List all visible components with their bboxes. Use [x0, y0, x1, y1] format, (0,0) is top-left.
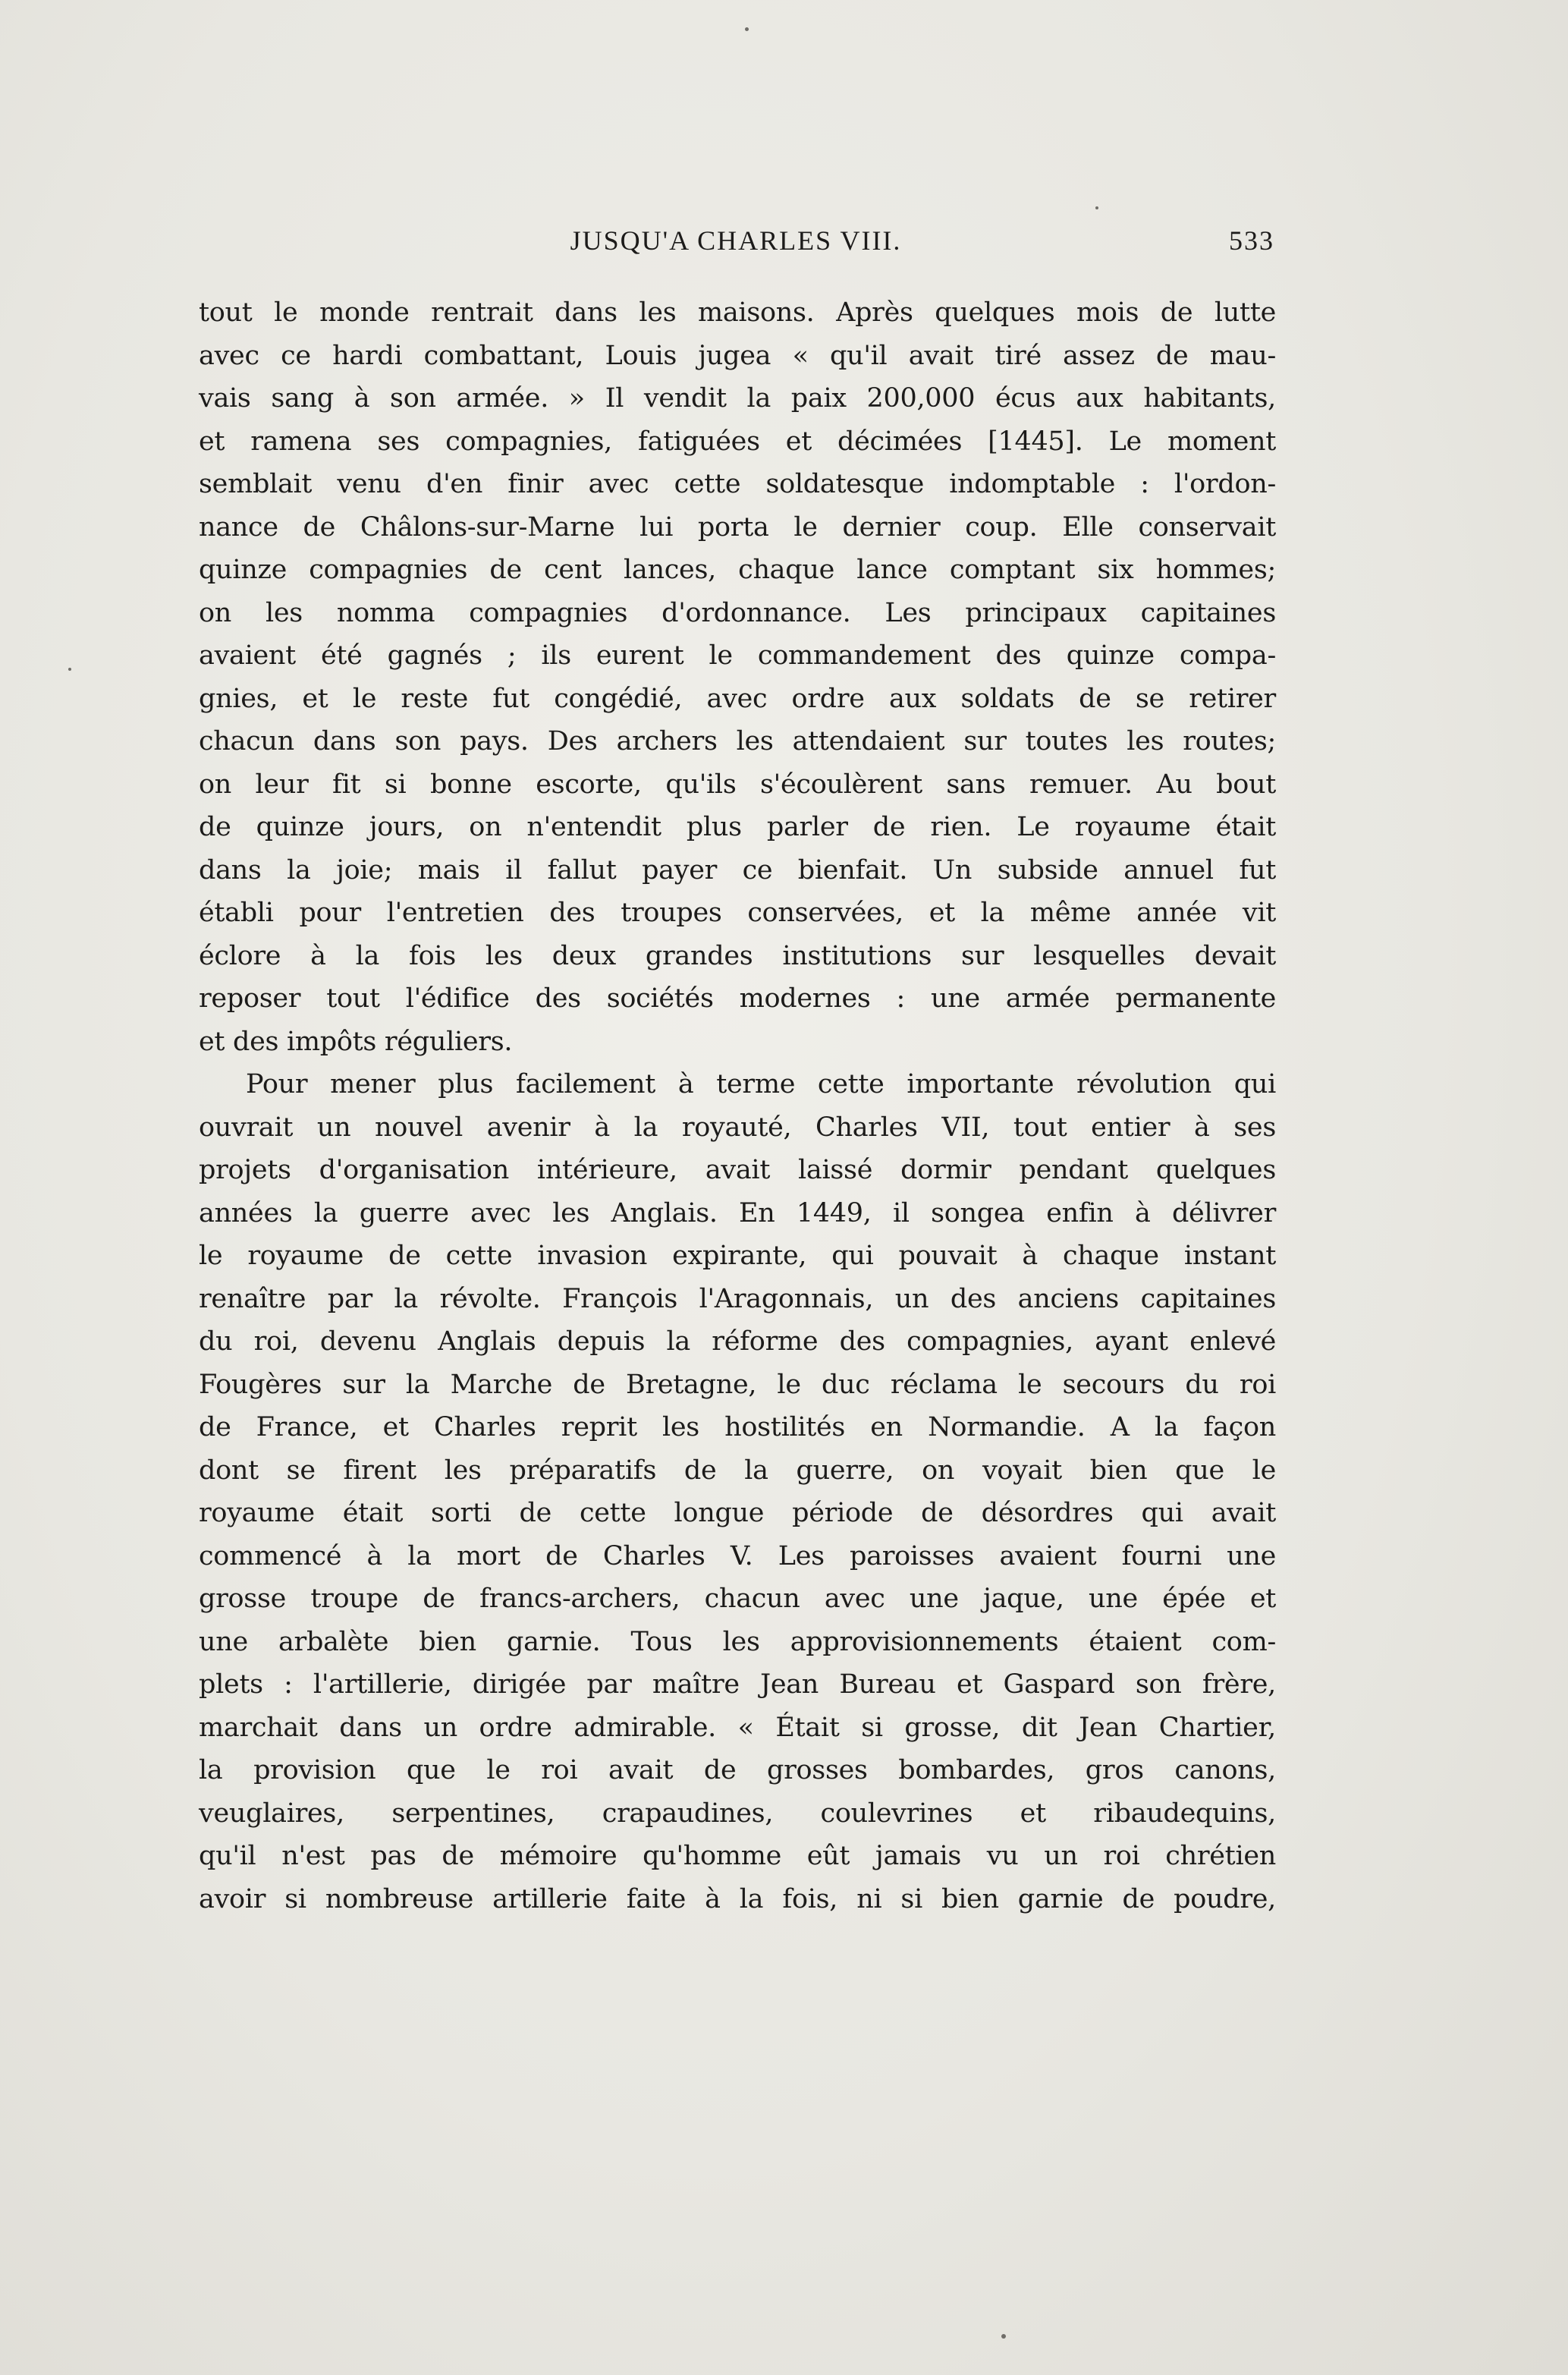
- text-line: le royaume de cette invasion expirante, qui pouvait à chaque instant: [199, 1241, 1276, 1271]
- text-line: la provision que le roi avait de grosses bombardes, gros canons,: [199, 1755, 1276, 1785]
- text-line: nance de Châlons-sur-Marne lui porta le dernier coup. Elle conservait: [199, 511, 1276, 543]
- text-line: semblait venu d'en finir avec cette soldatesque indomptable : l'ordon-: [199, 469, 1276, 499]
- text-line: plets : l'artillerie, dirigée par maître Jean Bureau et Gaspard son frère,: [199, 1669, 1276, 1700]
- body-text: [199, 291, 1276, 1920]
- text-line: grosse troupe de francs-archers, chacun avec une jaque, une épée et: [199, 1584, 1276, 1614]
- text-line: de France, et Charles reprit les hostilités en Normandie. A la façon: [199, 1412, 1276, 1442]
- text-line: quinze compagnies de cent lances, chaque lance comptant six hommes;: [199, 555, 1276, 585]
- text-line: marchait dans un ordre admirable. « Était si grosse, dit Jean Chartier,: [199, 1712, 1276, 1743]
- text-line: une arbalète bien garnie. Tous les approvisionnements étaient com-: [199, 1626, 1276, 1657]
- text-line: et ramena ses compagnies, fatiguées et décimées [1445]. Le moment: [199, 426, 1276, 457]
- running-title: JUSQU'A CHARLES VIII.: [570, 225, 902, 256]
- text-line: avec ce hardi combattant, Louis jugea « qu'il avait tiré assez de mau-: [199, 340, 1276, 371]
- paragraph-start-line: Pour mener plus facilement à terme cette importante révolution qui: [246, 1069, 1276, 1099]
- text-line: éclore à la fois les deux grandes institutions sur lesquelles devait: [199, 940, 1276, 971]
- paper-speck: [1001, 2334, 1006, 2339]
- text-line: dont se firent les préparatifs de la guerre, on voyait bien que le: [199, 1455, 1276, 1486]
- text-line: ouvrait un nouvel avenir à la royauté, Charles VII, tout entier à ses: [199, 1112, 1276, 1143]
- text-line: veuglaires, serpentines, crapaudines, coulevrines et ribaudequins,: [199, 1798, 1276, 1829]
- text-line: du roi, devenu Anglais depuis la réforme des compagnies, ayant enlevé: [199, 1326, 1276, 1357]
- text-line: renaître par la révolte. François l'Aragonnais, un des anciens capitaines: [199, 1283, 1276, 1314]
- paragraph-end-line: et des impôts réguliers.: [199, 1026, 513, 1057]
- text-line: on leur fit si bonne escorte, qu'ils s'écoulèrent sans remuer. Au bout: [199, 769, 1276, 800]
- text-line: commencé à la mort de Charles V. Les paroisses avaient fourni une: [199, 1540, 1276, 1571]
- text-line: avoir si nombreuse artillerie faite à la fois, ni si bien garnie de poudre,: [199, 1883, 1276, 1914]
- paper-speck: [745, 27, 749, 31]
- text-line: tout le monde rentrait dans les maisons. Après quelques mois de lutte: [199, 297, 1276, 328]
- text-line: qu'il n'est pas de mémoire qu'homme eût jamais vu un roi chrétien: [199, 1841, 1276, 1871]
- paper-speck: [1095, 206, 1098, 209]
- text-line: projets d'organisation intérieure, avait laissé dormir pendant quelques: [199, 1155, 1276, 1185]
- text-line: on les nomma compagnies d'ordonnance. Les principaux capitaines: [199, 597, 1276, 628]
- text-line: de quinze jours, on n'entendit plus parler de rien. Le royaume était: [199, 812, 1276, 842]
- text-line: vais sang à son armée. » Il vendit la paix 200,000 écus aux habitants,: [199, 383, 1276, 414]
- text-line: avaient été gagnés ; ils eurent le commandement des quinze compa-: [199, 640, 1276, 671]
- text-line: gnies, et le reste fut congédié, avec ordre aux soldats de se retirer: [199, 683, 1276, 714]
- page-number: 533: [1229, 225, 1274, 256]
- text-line: Fougères sur la Marche de Bretagne, le duc réclama le secours du roi: [199, 1369, 1276, 1400]
- text-line: années la guerre avec les Anglais. En 1449, il songea enfin à délivrer: [199, 1197, 1276, 1228]
- running-head: [197, 225, 1274, 270]
- paper-speck: [68, 668, 71, 671]
- text-line: établi pour l'entretien des troupes conservées, et la même année vit: [199, 898, 1276, 928]
- text-line: reposer tout l'édifice des sociétés modernes : une armée permanente: [199, 983, 1276, 1014]
- text-line: chacun dans son pays. Des archers les attendaient sur toutes les routes;: [199, 726, 1276, 757]
- text-line: dans la joie; mais il fallut payer ce bienfait. Un subside annuel fut: [199, 854, 1276, 886]
- text-line: royaume était sorti de cette longue période de désordres qui avait: [199, 1498, 1276, 1528]
